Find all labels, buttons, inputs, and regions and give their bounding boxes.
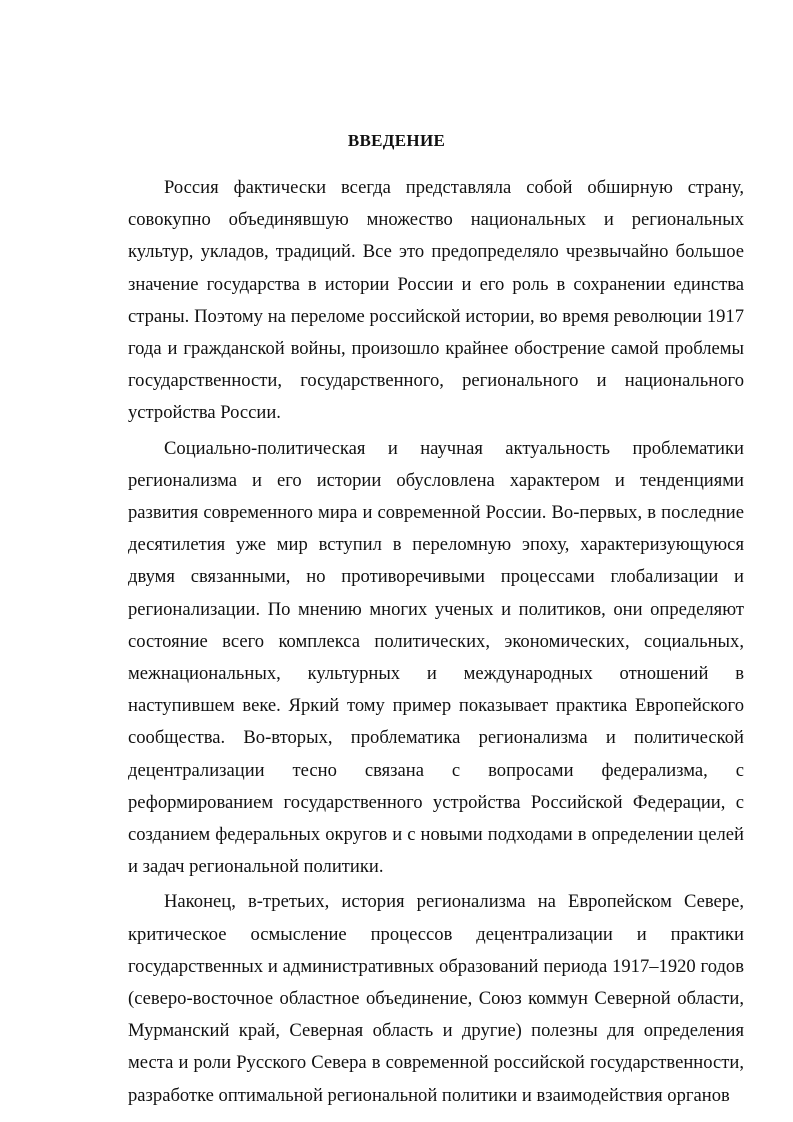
paragraph-1: Россия фактически всегда представляла собой обширную страну, совокупно объединявшую множество национальных и региональных культур, укладов, традиций. Все это предопределяло чрезвычайно большое значение государства в истории России и его роль в сохранении единства страны. Поэтому на переломе российской истории, во время революции 1917 года и гражданской войны, произошло крайнее обострение самой проблемы государственности, государственного, регионального и национального устройства России. [128,177,744,424]
paragraph-2: Социально-политическая и научная актуальность проблематики регионализма и его истории обусловлена характером и тенденциями развития современного мира и современной России. Во-первых, в последние десятилетия уже мир вступил в переломную эпоху, характеризующуюся двумя связанными, но противоречивыми процессами глобализации и регионализации. По мнению многих ученых и политиков, они определяют состояние всего комплекса политических, экономических, социальных, межнациональных, культурных и международных отношений в наступившем веке. Яркий тому пример показывает практика Европейского сообщества. Во-вторых, проблематика регионализма и политической децентрализации тесно связана с вопросами федерализма, с реформированием государственного устройства Российской Федерации, с созданием федеральных округов и с новыми подходами в определении целей и задач региональной политики. [128,437,744,878]
paragraph-3: Наконец, в-третьих, история регионализма на Европейском Севере, критическое осмысление процессов децентрализации и практики государственных и административных образований периода 1917–1920 годов (северо-восточное областное объединение, Союз коммун Северной области, Мурманский край, Северная область и другие) полезны для определения места и роли Русского Севера в современной российской государственности, разработке оптимальной региональной политики и взаимодействия органов [128,891,744,1106]
body-text [128,172,744,1112]
page-title: ВВЕДЕНИЕ [347,131,446,150]
